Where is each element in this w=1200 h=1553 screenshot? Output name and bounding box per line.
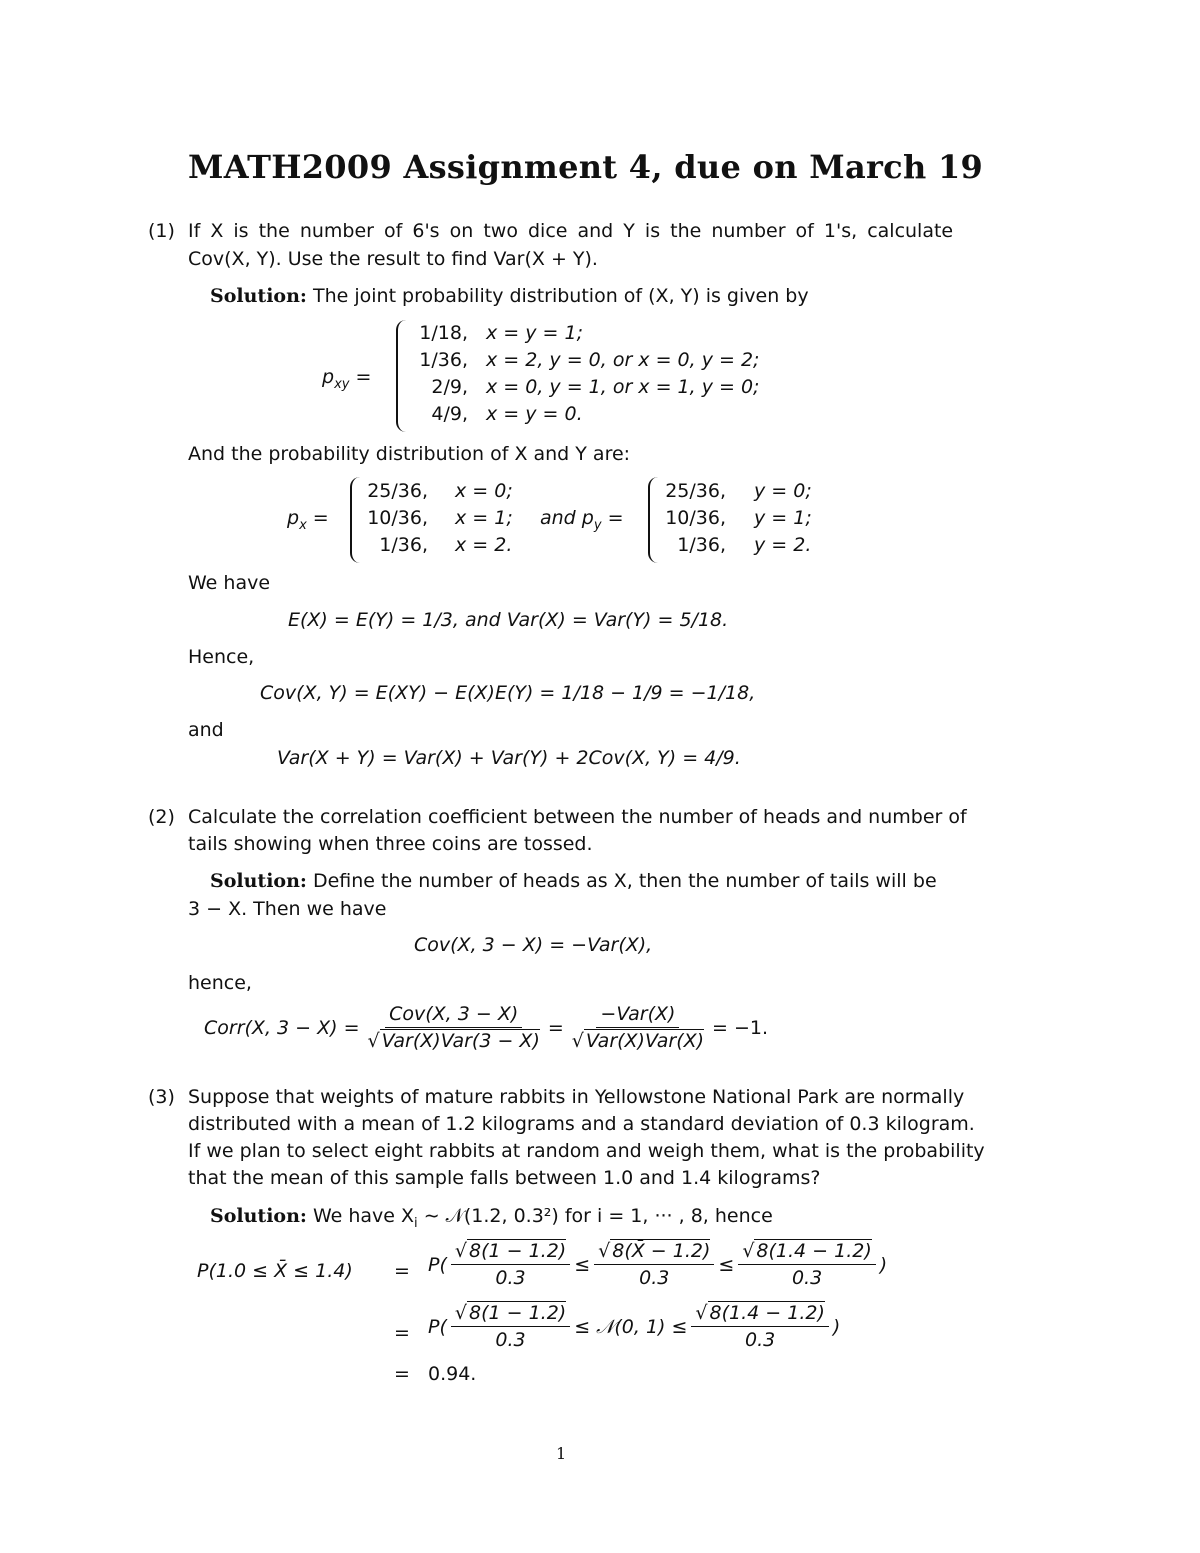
q1-marginal-intro: And the probability distribution of X and Y are: <box>188 443 631 465</box>
q1-hence: Hence, <box>188 646 255 668</box>
q1-we-have: We have <box>188 572 271 594</box>
q2-solution <box>210 870 937 892</box>
corr-fraction-1: $\frac{\text{Cov(X, 3 − X)}}{\text{√ Var(X)Var(3 − X)}}$ <box>367 1003 540 1052</box>
q3-row3-eq: = <box>394 1363 410 1385</box>
q3-text-line: distributed with a mean of 1.2 kilograms and a standard deviation of 0.3 kilogram. <box>188 1113 975 1135</box>
pxy-value: 2/9, <box>431 376 468 398</box>
pxy-cond: x = 2, y = 0, or x = 0, y = 2; <box>486 349 760 371</box>
px-conds <box>455 478 513 559</box>
solution-keyword: Solution: <box>210 285 307 307</box>
q2-solution-line1: Define the number of heads as X, then the number of tails will be <box>312 870 937 892</box>
solution-keyword: Solution: <box>210 870 307 892</box>
q2-hence: hence, <box>188 972 252 994</box>
q3-text-line: that the mean of this sample falls between 1.0 and 1.4 kilograms? <box>188 1167 821 1189</box>
q3-text-line: Suppose that weights of mature rabbits in Yellowstone National Park are normally <box>188 1086 965 1108</box>
py-value: 1/36, <box>677 534 726 556</box>
q2-label: (2) <box>148 806 175 828</box>
q2-text-line1: Calculate the correlation coefficient between the number of heads and number of <box>188 806 967 828</box>
q2-eq-cov: Cov(X, 3 − X) = −Var(X), <box>414 934 653 956</box>
px-cond: x = 2. <box>455 534 513 556</box>
px-lhs: $p_x$ = <box>287 507 329 533</box>
solution-keyword: Solution: <box>210 1205 307 1227</box>
px-cond: x = 1; <box>455 507 513 529</box>
py-value: 25/36, <box>665 480 726 502</box>
q1-eq-cov: Cov(X, Y) = E(XY) − E(X)E(Y) = 1/18 − 1/9 = −1/18, <box>260 682 756 704</box>
py-brace <box>648 477 658 563</box>
q2-solution-line2: 3 − X. Then we have <box>188 898 387 920</box>
pxy-values <box>416 320 468 428</box>
q1-eq-var: Var(X + Y) = Var(X) + Var(Y) + 2Cov(X, Y) = 4/9. <box>277 747 741 769</box>
pxy-conds <box>486 320 759 428</box>
px-value: 1/36, <box>379 534 428 556</box>
px-brace <box>350 477 360 563</box>
q1-text-line2: Cov(X, Y). Use the result to find Var(X + Y). <box>188 248 598 270</box>
page-title: MATH2009 Assignment 4, due on March 19 <box>188 148 984 186</box>
px-value: 25/36, <box>367 480 428 502</box>
q2-corr-equation: Corr(X, 3 − X) = $\frac{\text{Cov(X, 3 − X)}}{\text{√ Var(X)Var(3 − X)}}$ = $\frac{\text{−Var(X)}}{\text{√ Var(X)Var(X)}}$ = −1. <box>204 1003 769 1052</box>
q1-solution-intro: The joint probability distribution of (X, Y) is given by <box>312 285 809 307</box>
q3-row1-lhs: P(1.0 ≤ X̄ ≤ 1.4) <box>197 1260 353 1282</box>
corr-fraction-2: $\frac{\text{−Var(X)}}{\text{√ Var(X)Var(X)}}$ <box>571 1003 705 1052</box>
py-cond: y = 2. <box>754 534 812 556</box>
corr-result: = −1. <box>712 1016 769 1039</box>
px-values <box>366 478 428 559</box>
q3-result: 0.94. <box>428 1363 477 1385</box>
q3-row2-rhs: P( $\frac{√ 8(1 - 1.2)}{0.3}$ ≤ 𝒩(0, 1) ≤ $\frac{√ 8(1.4 - 1.2)}{0.3}$ ) <box>428 1302 841 1351</box>
py-values <box>664 478 726 559</box>
q2-text-line2: tails showing when three coins are tossed. <box>188 833 593 855</box>
pxy-value: 4/9, <box>431 403 468 425</box>
pxy-cond: x = y = 1; <box>486 322 583 344</box>
q3-row1-rhs: P( $\frac{√ 8(1 - 1.2)}{0.3}$ ≤ $\frac{√ 8(X̄ - 1.2)}{0.3}$ ≤ $\frac{√ 8(1.4 - 1.2)}{0.3}$ ) <box>428 1240 888 1289</box>
corr-lhs: Corr(X, 3 − X) = <box>204 1016 360 1039</box>
py-value: 10/36, <box>665 507 726 529</box>
q1-label: (1) <box>148 220 175 242</box>
page-number: 1 <box>556 1444 567 1463</box>
pxy-lhs: $p_{xy}$ = <box>322 366 372 392</box>
py-cond: y = 0; <box>754 480 812 502</box>
px-cond: x = 0; <box>455 480 513 502</box>
q3-row2-eq: = <box>394 1322 410 1344</box>
pxy-value: 1/18, <box>419 322 468 344</box>
q1-eq-expect: E(X) = E(Y) = 1/3, and Var(X) = Var(Y) = 5/18. <box>288 609 729 631</box>
q3-row1-eq: = <box>394 1260 410 1282</box>
q3-text-line: If we plan to select eight rabbits at random and weigh them, what is the probability <box>188 1140 985 1162</box>
pxy-cond: x = 0, y = 1, or x = 1, y = 0; <box>486 376 760 398</box>
q3-solution: Solution: We have $X_i$ ∼ 𝒩(1.2, 0.3²) for i = 1, ··· , 8, hence <box>210 1205 773 1231</box>
pxy-cond: x = y = 0. <box>486 403 583 425</box>
q1-solution <box>210 285 809 307</box>
px-value: 10/36, <box>367 507 428 529</box>
pxy-value: 1/36, <box>419 349 468 371</box>
q1-and: and <box>188 719 224 741</box>
py-conds <box>754 478 812 559</box>
pxy-brace <box>396 320 406 432</box>
and-py-lhs: and $p_y$ = <box>540 507 624 533</box>
q1-text-line1: If X is the number of 6's on two dice and Y is the number of 1's, calculate <box>188 220 954 242</box>
q3-label: (3) <box>148 1086 175 1108</box>
py-cond: y = 1; <box>754 507 812 529</box>
